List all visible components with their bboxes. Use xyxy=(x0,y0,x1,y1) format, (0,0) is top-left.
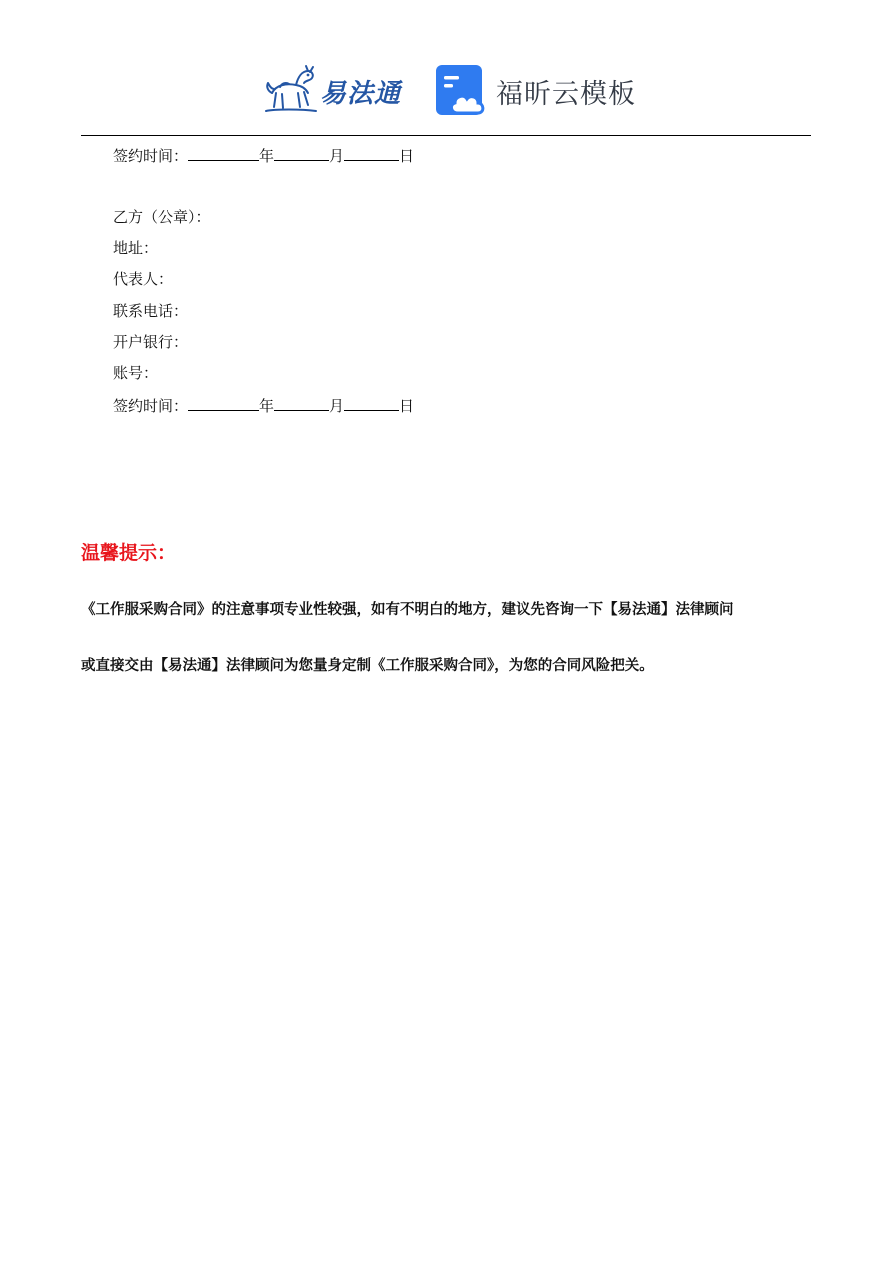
party-b-representative: 代表人： xyxy=(113,270,174,288)
document-header xyxy=(0,58,893,124)
party-b-address: 地址： xyxy=(113,239,159,257)
month-label: 月 xyxy=(329,397,345,415)
day-blank xyxy=(344,395,399,411)
signing-date-label: 签约时间： xyxy=(113,147,189,165)
year-blank xyxy=(188,395,259,411)
day-label: 日 xyxy=(399,397,415,415)
party-b-signing-date xyxy=(113,395,414,416)
cloud-document-icon xyxy=(436,65,488,117)
tips-line-2: 或直接交由【易法通】法律顾问为您量身定制《工作服采购合同》，为您的合同风险把关。 xyxy=(81,657,654,674)
yifatong-logo xyxy=(262,62,412,120)
yifatong-logo-text: 易法通 xyxy=(320,78,402,109)
year-blank xyxy=(188,145,259,161)
tips-line-1: 《工作服采购合同》的注意事项专业性较强，如有不明白的地方，建议先咨询一下【易法通】法律顾问 xyxy=(81,601,734,618)
party-b-bank: 开户银行： xyxy=(113,333,189,351)
fuxin-logo-text: 福昕云模板 xyxy=(496,78,636,110)
year-label: 年 xyxy=(259,147,275,165)
party-b-phone: 联系电话： xyxy=(113,302,189,320)
month-blank xyxy=(274,395,329,411)
day-blank xyxy=(344,145,399,161)
month-label: 月 xyxy=(329,147,345,165)
party-a-signing-date xyxy=(113,145,414,166)
party-b-title: 乙方（公章）： xyxy=(113,208,211,226)
party-b-account: 账号： xyxy=(113,364,159,382)
month-blank xyxy=(274,145,329,161)
year-label: 年 xyxy=(259,397,275,415)
header-divider xyxy=(81,135,811,136)
qilin-icon xyxy=(262,63,318,119)
fuxin-logo xyxy=(436,65,636,117)
signing-date-label: 签约时间： xyxy=(113,397,189,415)
day-label: 日 xyxy=(399,147,415,165)
tips-title: 温馨提示： xyxy=(81,542,177,564)
